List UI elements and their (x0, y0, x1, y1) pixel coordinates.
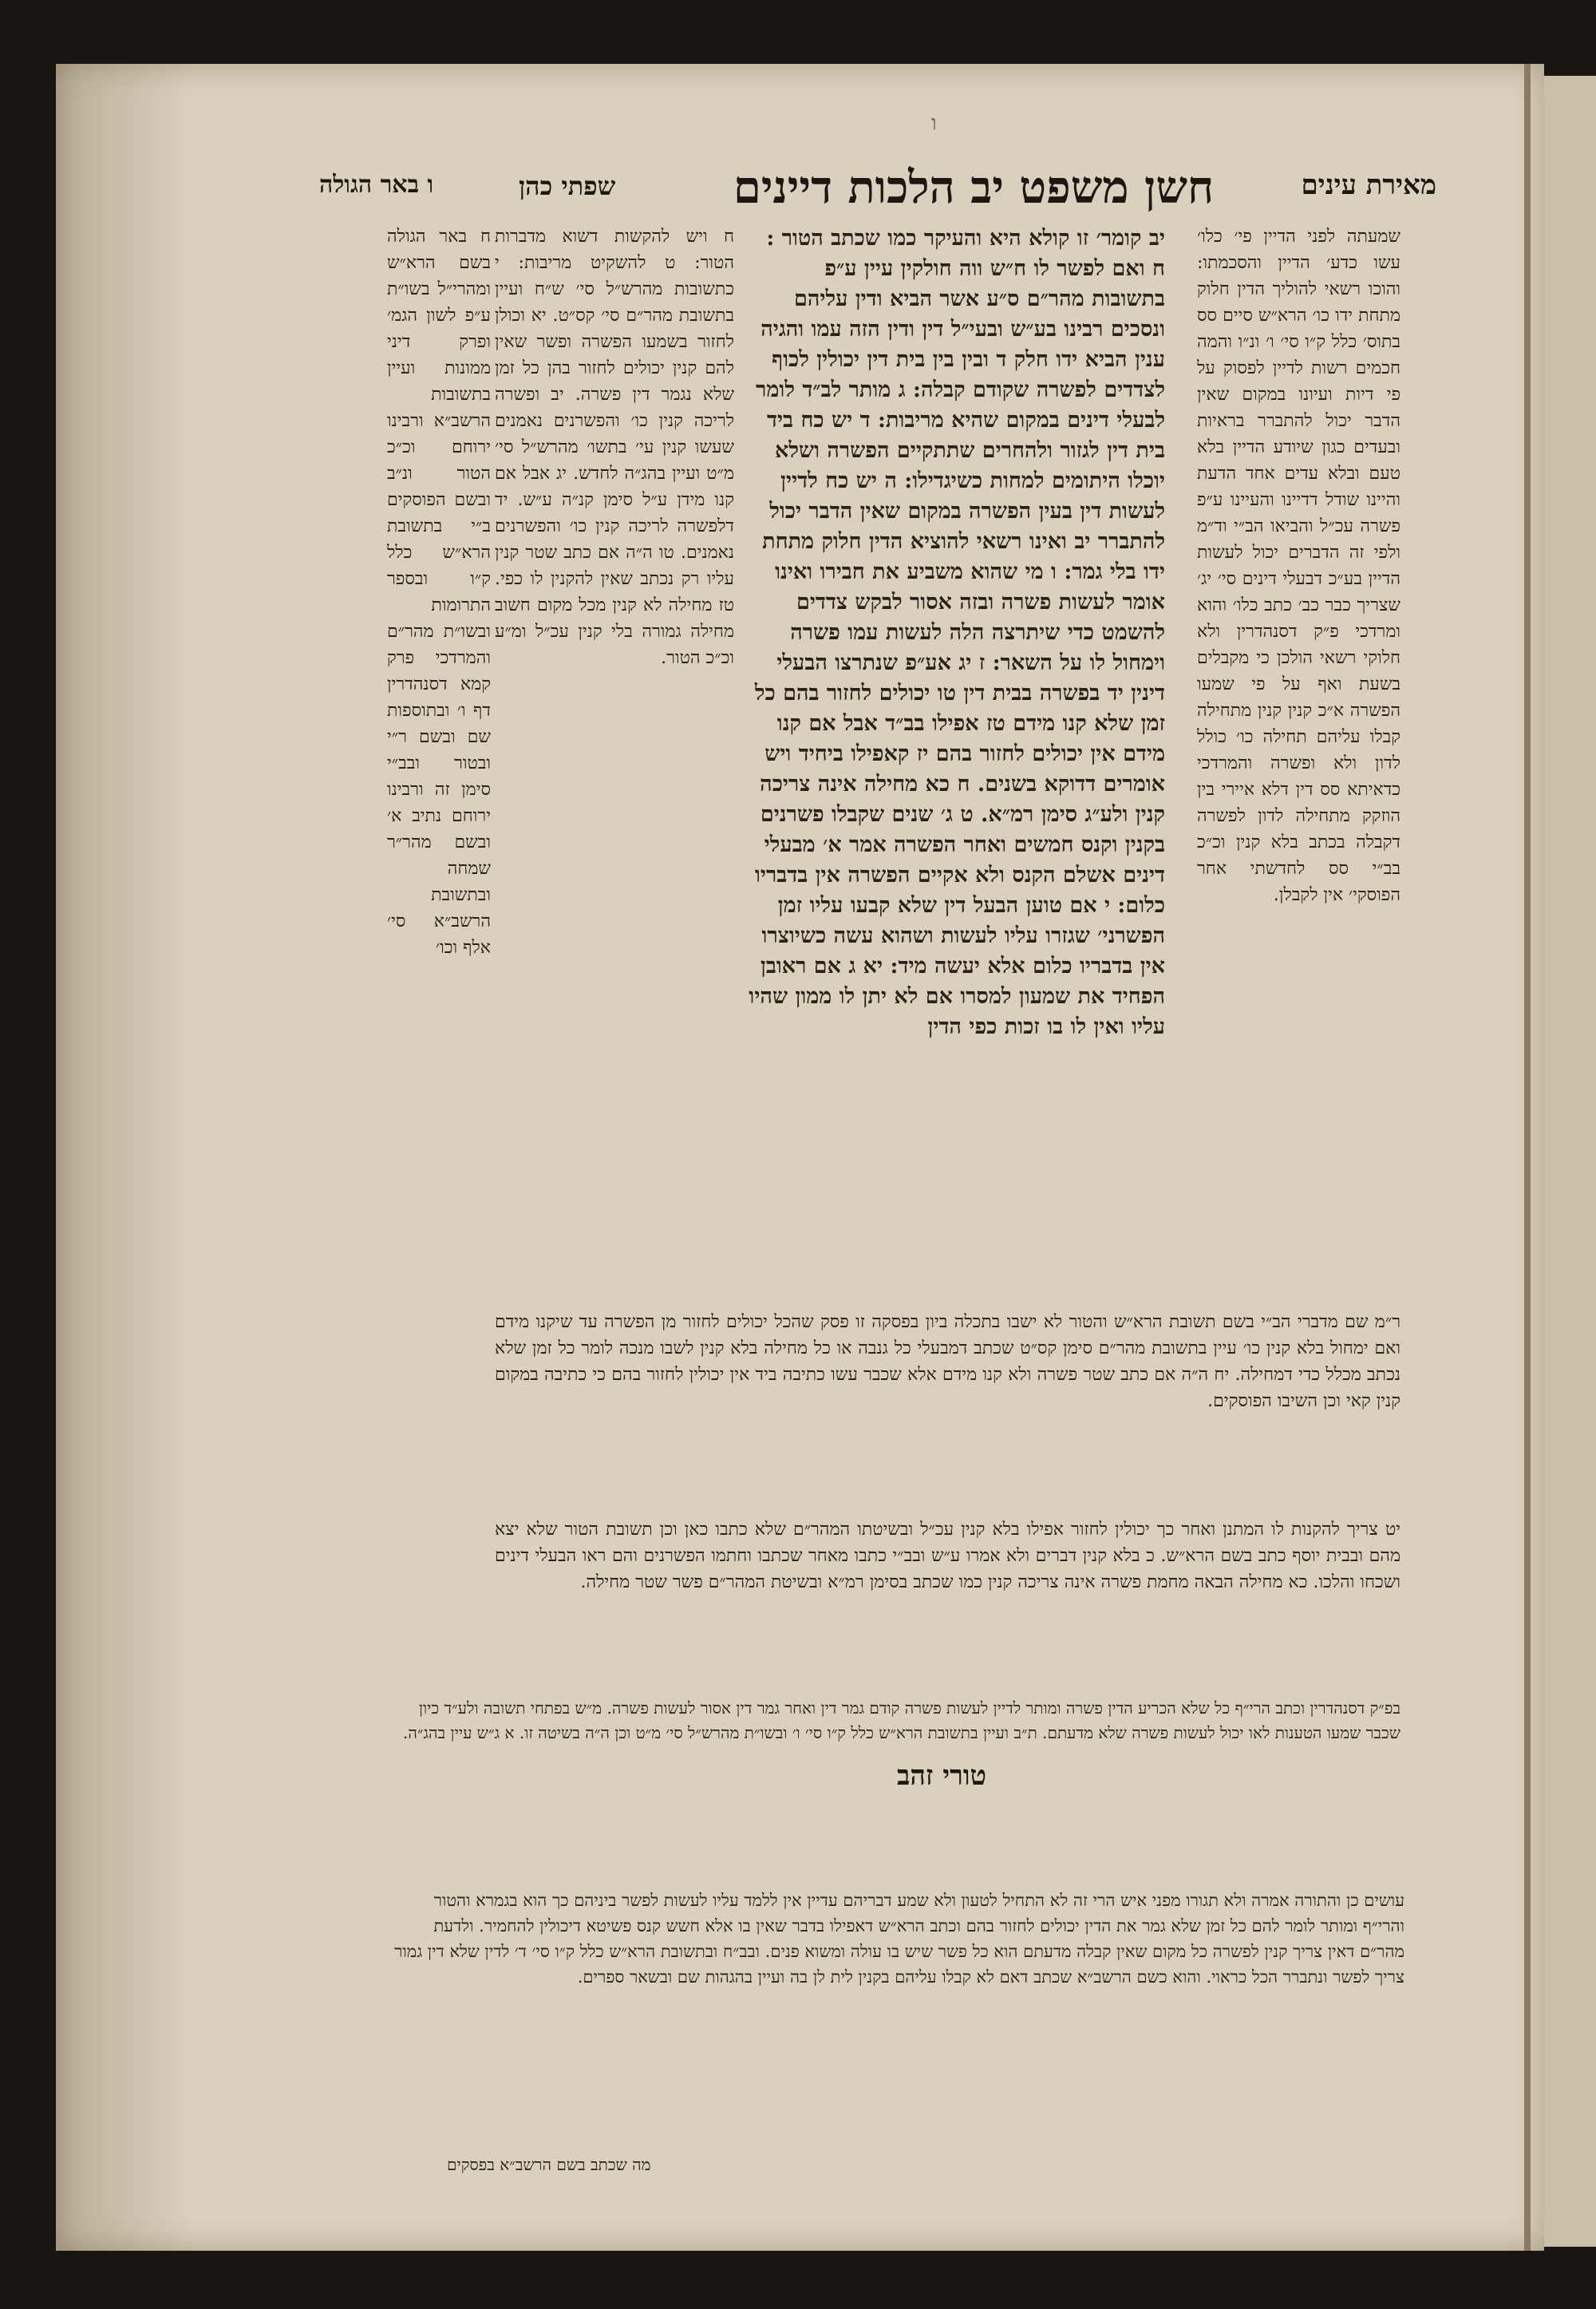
header-right-label: מאירת עינים (1301, 169, 1436, 201)
page-title: חשן משפט יב הלכות דיינים (733, 161, 1215, 214)
page-mark: ו (931, 112, 937, 136)
page-fold (1524, 64, 1531, 2251)
turei-zahav-text: עושים כן והתורה אמרה ולא תגורו מפני איש הרי זה לא התחיל לטעון ולא שמע דבריהם עדיין אין ללמד עליו לעשות לפשר ביניהם כך הוא בגמרא והטור והרי״ף ומותר לומר להם כל זמן שלא גמר את הדין יכולים לחזור בהם וכתב הרא״ש דאפילו בדבר שאין בו אלא חשש קנס פשיטא דיכולין להחמיר. ולדעת מהר״ם דאין צריך קנין לפשרה כל מקום שאין קבלה מדעתם הוא כל פשר שיש בו עולה ומשוא פנים. ובב״ח ובתשובת הרא״ש כלל ק״ו סי׳ ד׳ לדין שלא דין גמור צריך לפשר ונתברר הכל כראוי. והוא כשם הרשב״א שכתב דאם לא קבלו עליהם בקנין לית לן בה ועיין בהגהות שם ובשאר ספרים. (394, 1891, 1404, 1987)
glosses-block: בפ״ק דסנהדרין וכתב הרי״ף כל שלא הכריע הדין פשרה ומותר לדיין לעשות פשרה קודם גמר דין ואחר גמר דין אסור לעשות פשרה. מ״ש בפתחי תשובה ולע״ד כיון שכבר שמעו הטענות לאו יכול לעשות פשרה שלא מדעתם. ת״ב ועיין בתשובת הרא״ש כלל ק״ו סי׳ ו׳ ובשו״ת מהרש״ל סי׳ מ״ט וכן ה״ה בשיטה זו. א ג״ש עיין בהג״ה. (402, 1698, 1400, 1742)
commentary-column-shakh: ח ויש להקשות דשוא מדברות הטור: ט להשקיט מריבות: י כתשובות מהרש״ל סי׳ ש״ח ועיין בתשובת מהר״ם סי׳ קס״ט. יא וכולן לחזור בשמעו הפשרה ופשר שאין להם קנין יכולים לחזור בהן כל זמן שלא נגמר דין פשרה. יב ופשרה לריכה קנין כו׳ והפשרנים נאמנים שעשו קנין עי׳ בתשו׳ מהרש״ל סי׳ מ״ט ועיין בהג״ה לחדש. יג אבל אם קנו מידן ע״ל סימן קנ״ה ע״ש. יד דלפשרה לריכה קנין כו׳ והפשרנים נאמנים. טו ה״ה אם כתב שטר קנין עליו רק נכתב שאין להקנין לו כפי. טז מחילה לא קנין מכל מקום חשוב מחילה גמורה בלי קנין עכ״ל ומ״ע וכ״כ הטור. (495, 227, 734, 668)
beer-hagolah-column: ח באר הגולה בשם הרא״ש ומהרי״ל בשו״ת ע״פ לשון הגמ׳ ופרק דיני ממונות ועיין בתשובות הרשב״א ורבינו ירוחם וכ״כ הטור ונ״ב ובשם הפוסקים ב״י בתשובת הרא״ש כלל ק״ו ובספר התרומות ובשו״ת מהר״ם והמרדכי פרק קמא דסנהדרין דף ו׳ ובתוספות שם ובשם ר״י ובטור ובב״י סימן זה ורבינו ירוחם נתיב א׳ ובשם מהר״ר שמחה ובתשובת הרשב״א סי׳ אלף וכו׳ (387, 227, 491, 958)
main-text-column: יב קומר׳ זו קולא היא והעיקר כמו שכתב הטור : ח ואם לפשר לו ח״ש ווה חולקין עיין ע״פ בתשובות מהר״ם ס״ע אשר הביא ודין עליהם ונסכים רבינו בע״ש ובעי״ל דין ודין הזה עמו והגיה ענין הביא ידו חלק ד ובין בין בית דין יכולין לכוף לצדדים לפשרה שקודם קבלה: ג מותר לב״ד לומר לבעלי דינים במקום שהיא מריבות: ד יש כח ביד בית דין לגזור ולהחרים שתתקיים הפשרה ושלא יוכלו היתומים למחות כשיגדילו: ה יש כח לדיין לעשות דין בעין הפשרה במקום שאין הדבר יכול להתברר יב ואינו רשאי להוציא הדין חלוק מתחת ידו בלי גמר: ו מי שהוא משביע את חבירו ואינו אומר לעשות פשרה ובזה אסור לבקש צדדים להשמט כדי שיתרצה הלה לעשות עמו פשרה וימחול לו על השאר: ז יג אע״פ שנתרצו הבעלי דינין יד בפשרה בבית דין טו יכולים לחזור בהם כל זמן שלא קנו מידם טז אפילו בב״ד אבל אם קנו מידם אין יכולים לחזור בהם יז קאפילו ביחיד ויש אומרים דדוקא בשנים. ח כא מחילה אינה צריכה קנין ולע״ג סימן רמ״א. ט ג׳ שנים שקבלו פשרנים בקנין וקנס חמשים ואחר הפשרה אמר א׳ מבעלי דינים אשלם הקנס ולא אקיים הפשרה אין בדבריו כלום: י אם טוען הבעל דין שלא קבעו עליו זמן הפשרני׳ שגזרו עליו לעשות ושהוא עשה כשיוצרו אין בדבריו כלום אלא יעשה מיד: יא ג אם ראובן הפחיד את שמעון למסרו אם לא יתן לו ממון שהיו עליו ואין לו בו זכות כפי הדין (749, 226, 1165, 1039)
running-header (319, 153, 1436, 225)
lower-commentary-block: ר״מ שם מדברי הב״י בשם תשובת הרא״ש והטור לא ישבו בתכלה ביון בפסקה זו פסק שהכל יכולים לחזור מן הפשרה עד שיקנו מידם ואם ימחול בלא קנין כו׳ עיין בתשובת מהר״ם סימן קס״ט שכתב דמבעלי כל גנבה או כל מחילה בלא קנין לשבו מנכה לומר כל זמן שלא נכתב מכלל כדי דמחילה. יח ה״ה אם כתב שטר פשרה ולא קנו מידם אלא שכבר עשו כתיבה ביד אין יכולין לחזור בהם כי כתיבה במקום קנין קאי וכן השיבו הפוסקים. (495, 1312, 1400, 1411)
footnote-line: מה שכתב בשם הרשב״א בפסקים (447, 2155, 651, 2174)
header-left-label: שפתי כהן (519, 171, 616, 201)
commentary-band: יט צריך להקנות לו המתנן ואחר כך יכולין לחזור אפילו בלא קנין עכ״ל ובשיטתו המהר״ם שלא כתבו כאן וכן תשובת הטור שלא יצא מהם ובבית יוסף כתב בשם הרא״ש. כ בלא קנין דברים ולא אמרו ע״ש ובב״י כתבו מאחר שכתבו וחתמו הפשרנים והם ראו הבעלי דינים ושכחו והלכו. כא מחילה הבאה מחמת פשרה אינה צריכה קנין כמו שכתב בסימן רמ״א ובשיטת המהר״ם פשר שטר מחילה. (495, 1520, 1400, 1592)
commentary-column-right: שמעתה לפני הדיין פי׳ כלו׳ עשו כדע׳ הדיין והסכמתו: והוכו רשאי להוליך הדין חלוק מתחת ידו כו׳ הרא״ש סיים סס בתוס׳ כלל ק״ו סי׳ ו׳ ונ״ו והמה חכמים רשות לדיין לפסוק על פי דיות ועיונו במקום שאין הדבר יכול להתברר בראיות ובעדים כגון שיודע הדיין בלא טעם ובלא עדים אחד הדעת והיינו שודל דדיינו והעיינו ע״פ פשרה עכ״ל והביאו הב״י וד״מ ולפי זה הדברים יכול לעשות הדיין בע״כ דבעלי דינים סי׳ יג׳ שצריך כבר כב׳ כתב כלו׳ והוא ומרדכי פ״ק דסנהדרין ולא חלוקי רשאי הולכן כי מקבלים בשעת ואף על פי שמעו הפשרה א״כ קנין קנין מתחילה קבלו עליהם תחילה כו׳ כולל לדון ולא ופשרה והמרדכי כדאיתא סס דין דלא איירי בין הוזקק מתחילה לדון לפשרה דקבלה בכתב בלא קנין וכ״כ בב״י סס לחדשתי אחר הפוסקי׳ אין לקבלן. (1197, 227, 1400, 905)
turei-zahav-heading: טורי זהב (896, 1760, 987, 1792)
header-far-left-label: ו באר הגולה (319, 171, 434, 199)
